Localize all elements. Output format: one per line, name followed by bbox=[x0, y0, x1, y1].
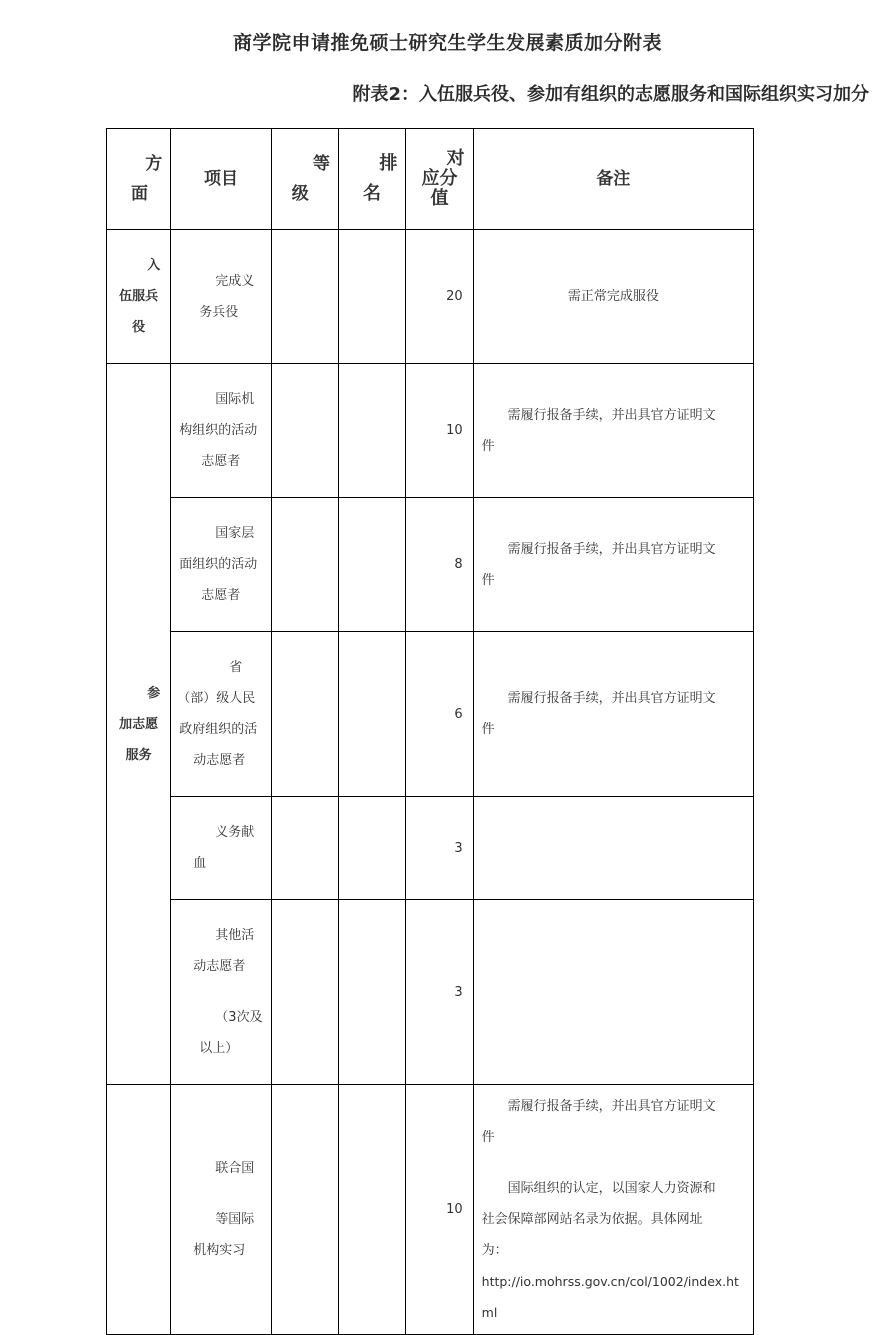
note-line: 件 bbox=[481, 1130, 495, 1145]
item-cell bbox=[171, 797, 271, 900]
header-level-line-1: 等 bbox=[313, 154, 331, 174]
note-cell: 需正常完成服役 bbox=[473, 230, 753, 364]
note-line: 需履行报备手续，并出具官方证明文 bbox=[507, 407, 716, 423]
table-row bbox=[107, 498, 754, 632]
aspect-line: 役 bbox=[132, 320, 146, 335]
item-line: 血 bbox=[193, 856, 207, 871]
level-cell bbox=[271, 1085, 338, 1335]
note-line: 为： bbox=[481, 1243, 508, 1258]
table-row bbox=[107, 230, 754, 364]
item-line: 联合国 bbox=[215, 1161, 255, 1176]
header-level bbox=[271, 129, 338, 230]
item-cell bbox=[171, 900, 271, 1085]
note-cell bbox=[473, 498, 753, 632]
note-cell bbox=[473, 364, 753, 498]
item-line: 动志愿者 bbox=[193, 959, 246, 974]
level-cell bbox=[271, 498, 338, 632]
item-line: 机构实习 bbox=[193, 1243, 246, 1258]
rank-cell bbox=[339, 498, 406, 632]
item-line: 政府组织的活 bbox=[179, 722, 258, 737]
rank-cell bbox=[339, 1085, 406, 1335]
level-cell bbox=[271, 230, 338, 364]
bonus-points-table bbox=[106, 128, 754, 1335]
table-row bbox=[107, 632, 754, 797]
note-line: 社会保障部网站名录为依据。具体网址 bbox=[481, 1212, 703, 1227]
item-cell bbox=[171, 230, 271, 364]
rank-cell bbox=[339, 797, 406, 900]
rank-cell bbox=[339, 900, 406, 1085]
item-spacer bbox=[193, 982, 262, 1002]
table-subtitle: 附表2：入伍服兵役、参加有组织的志愿服务和国际组织实习加分 bbox=[352, 84, 869, 105]
level-cell bbox=[271, 900, 338, 1085]
source-url-link[interactable]: http://io.mohrss.gov.cn/col/1002/index.html bbox=[481, 1274, 739, 1320]
aspect-line: 参 bbox=[147, 685, 161, 701]
note-cell bbox=[473, 797, 753, 900]
score-cell: 10 bbox=[406, 364, 473, 498]
aspect-line: 伍服兵 bbox=[119, 289, 159, 304]
item-line: 国际机 bbox=[215, 392, 255, 407]
note-line: 件 bbox=[481, 722, 495, 737]
header-rank bbox=[339, 129, 406, 230]
item-line: （部）级人民 bbox=[177, 691, 256, 706]
note-line: 需履行报备手续，并出具官方证明文 bbox=[507, 541, 716, 557]
item-line: 等国际 bbox=[215, 1212, 255, 1227]
item-line: 志愿者 bbox=[201, 588, 241, 603]
aspect-internship bbox=[107, 1085, 171, 1335]
aspect-line: 入 bbox=[147, 258, 161, 273]
item-line: 构组织的活动 bbox=[179, 423, 258, 438]
note-line: 需履行报备手续，并出具官方证明文 bbox=[507, 691, 716, 706]
item-cell bbox=[171, 498, 271, 632]
header-note: 备注 bbox=[473, 129, 753, 230]
level-cell bbox=[271, 797, 338, 900]
item-cell bbox=[171, 364, 271, 498]
header-aspect-line-1: 方 bbox=[145, 154, 163, 174]
note-line: 件 bbox=[481, 438, 495, 454]
level-cell bbox=[271, 364, 338, 498]
aspect-volunteer bbox=[107, 364, 171, 1085]
aspect-line: 服务 bbox=[125, 747, 152, 763]
header-score bbox=[406, 129, 473, 230]
header-score-line-2: 应分 bbox=[421, 168, 458, 189]
page-title: 商学院申请推免硕士研究生学生发展素质加分附表 bbox=[232, 32, 662, 54]
note-line: 国际组织的认定，以国家人力资源和 bbox=[507, 1181, 716, 1196]
item-line: 志愿者 bbox=[201, 454, 241, 469]
rank-cell bbox=[339, 632, 406, 797]
score-cell: 10 bbox=[406, 1085, 473, 1335]
item-line: 以上） bbox=[199, 1041, 239, 1056]
item-line: 动志愿者 bbox=[193, 753, 246, 768]
note-cell bbox=[473, 900, 753, 1085]
item-cell bbox=[171, 632, 271, 797]
note-line: 需履行报备手续，并出具官方证明文 bbox=[507, 1099, 716, 1114]
table-header-row bbox=[107, 129, 754, 230]
header-score-line-3: 值 bbox=[430, 188, 449, 209]
item-line: （3次及 bbox=[215, 1010, 263, 1025]
aspect-military bbox=[107, 230, 171, 364]
rank-cell bbox=[339, 230, 406, 364]
header-level-line-2: 级 bbox=[291, 184, 309, 204]
item-cell bbox=[171, 1085, 271, 1335]
header-aspect-line-2: 面 bbox=[131, 184, 148, 204]
header-aspect bbox=[107, 129, 171, 230]
header-score-line-1: 对 bbox=[446, 148, 465, 169]
item-line: 务兵役 bbox=[199, 304, 239, 320]
header-item: 项目 bbox=[171, 129, 271, 230]
rank-cell bbox=[339, 364, 406, 498]
score-cell: 8 bbox=[406, 498, 473, 632]
table-row bbox=[107, 1085, 754, 1335]
item-line: 完成义 bbox=[215, 273, 255, 289]
level-cell bbox=[271, 632, 338, 797]
header-rank-line-1: 排 bbox=[379, 153, 398, 174]
table-row bbox=[107, 364, 754, 498]
item-spacer bbox=[193, 1184, 262, 1204]
note-cell bbox=[473, 632, 753, 797]
score-cell: 3 bbox=[406, 900, 473, 1085]
note-cell bbox=[473, 1085, 753, 1335]
aspect-line: 加志愿 bbox=[119, 716, 159, 732]
item-line: 义务献 bbox=[215, 825, 255, 840]
score-cell: 3 bbox=[406, 797, 473, 900]
note-spacer bbox=[482, 1153, 745, 1173]
note-line: 件 bbox=[481, 572, 495, 588]
item-line: 其他活 bbox=[215, 928, 255, 943]
score-cell: 6 bbox=[406, 632, 473, 797]
table-row bbox=[107, 900, 754, 1085]
header-rank-line-2: 名 bbox=[363, 183, 382, 204]
table-row bbox=[107, 797, 754, 900]
score-cell: 20 bbox=[406, 230, 473, 364]
item-line: 国家层 bbox=[215, 526, 255, 541]
item-line: 省 bbox=[229, 660, 243, 675]
item-line: 面组织的活动 bbox=[179, 557, 258, 572]
